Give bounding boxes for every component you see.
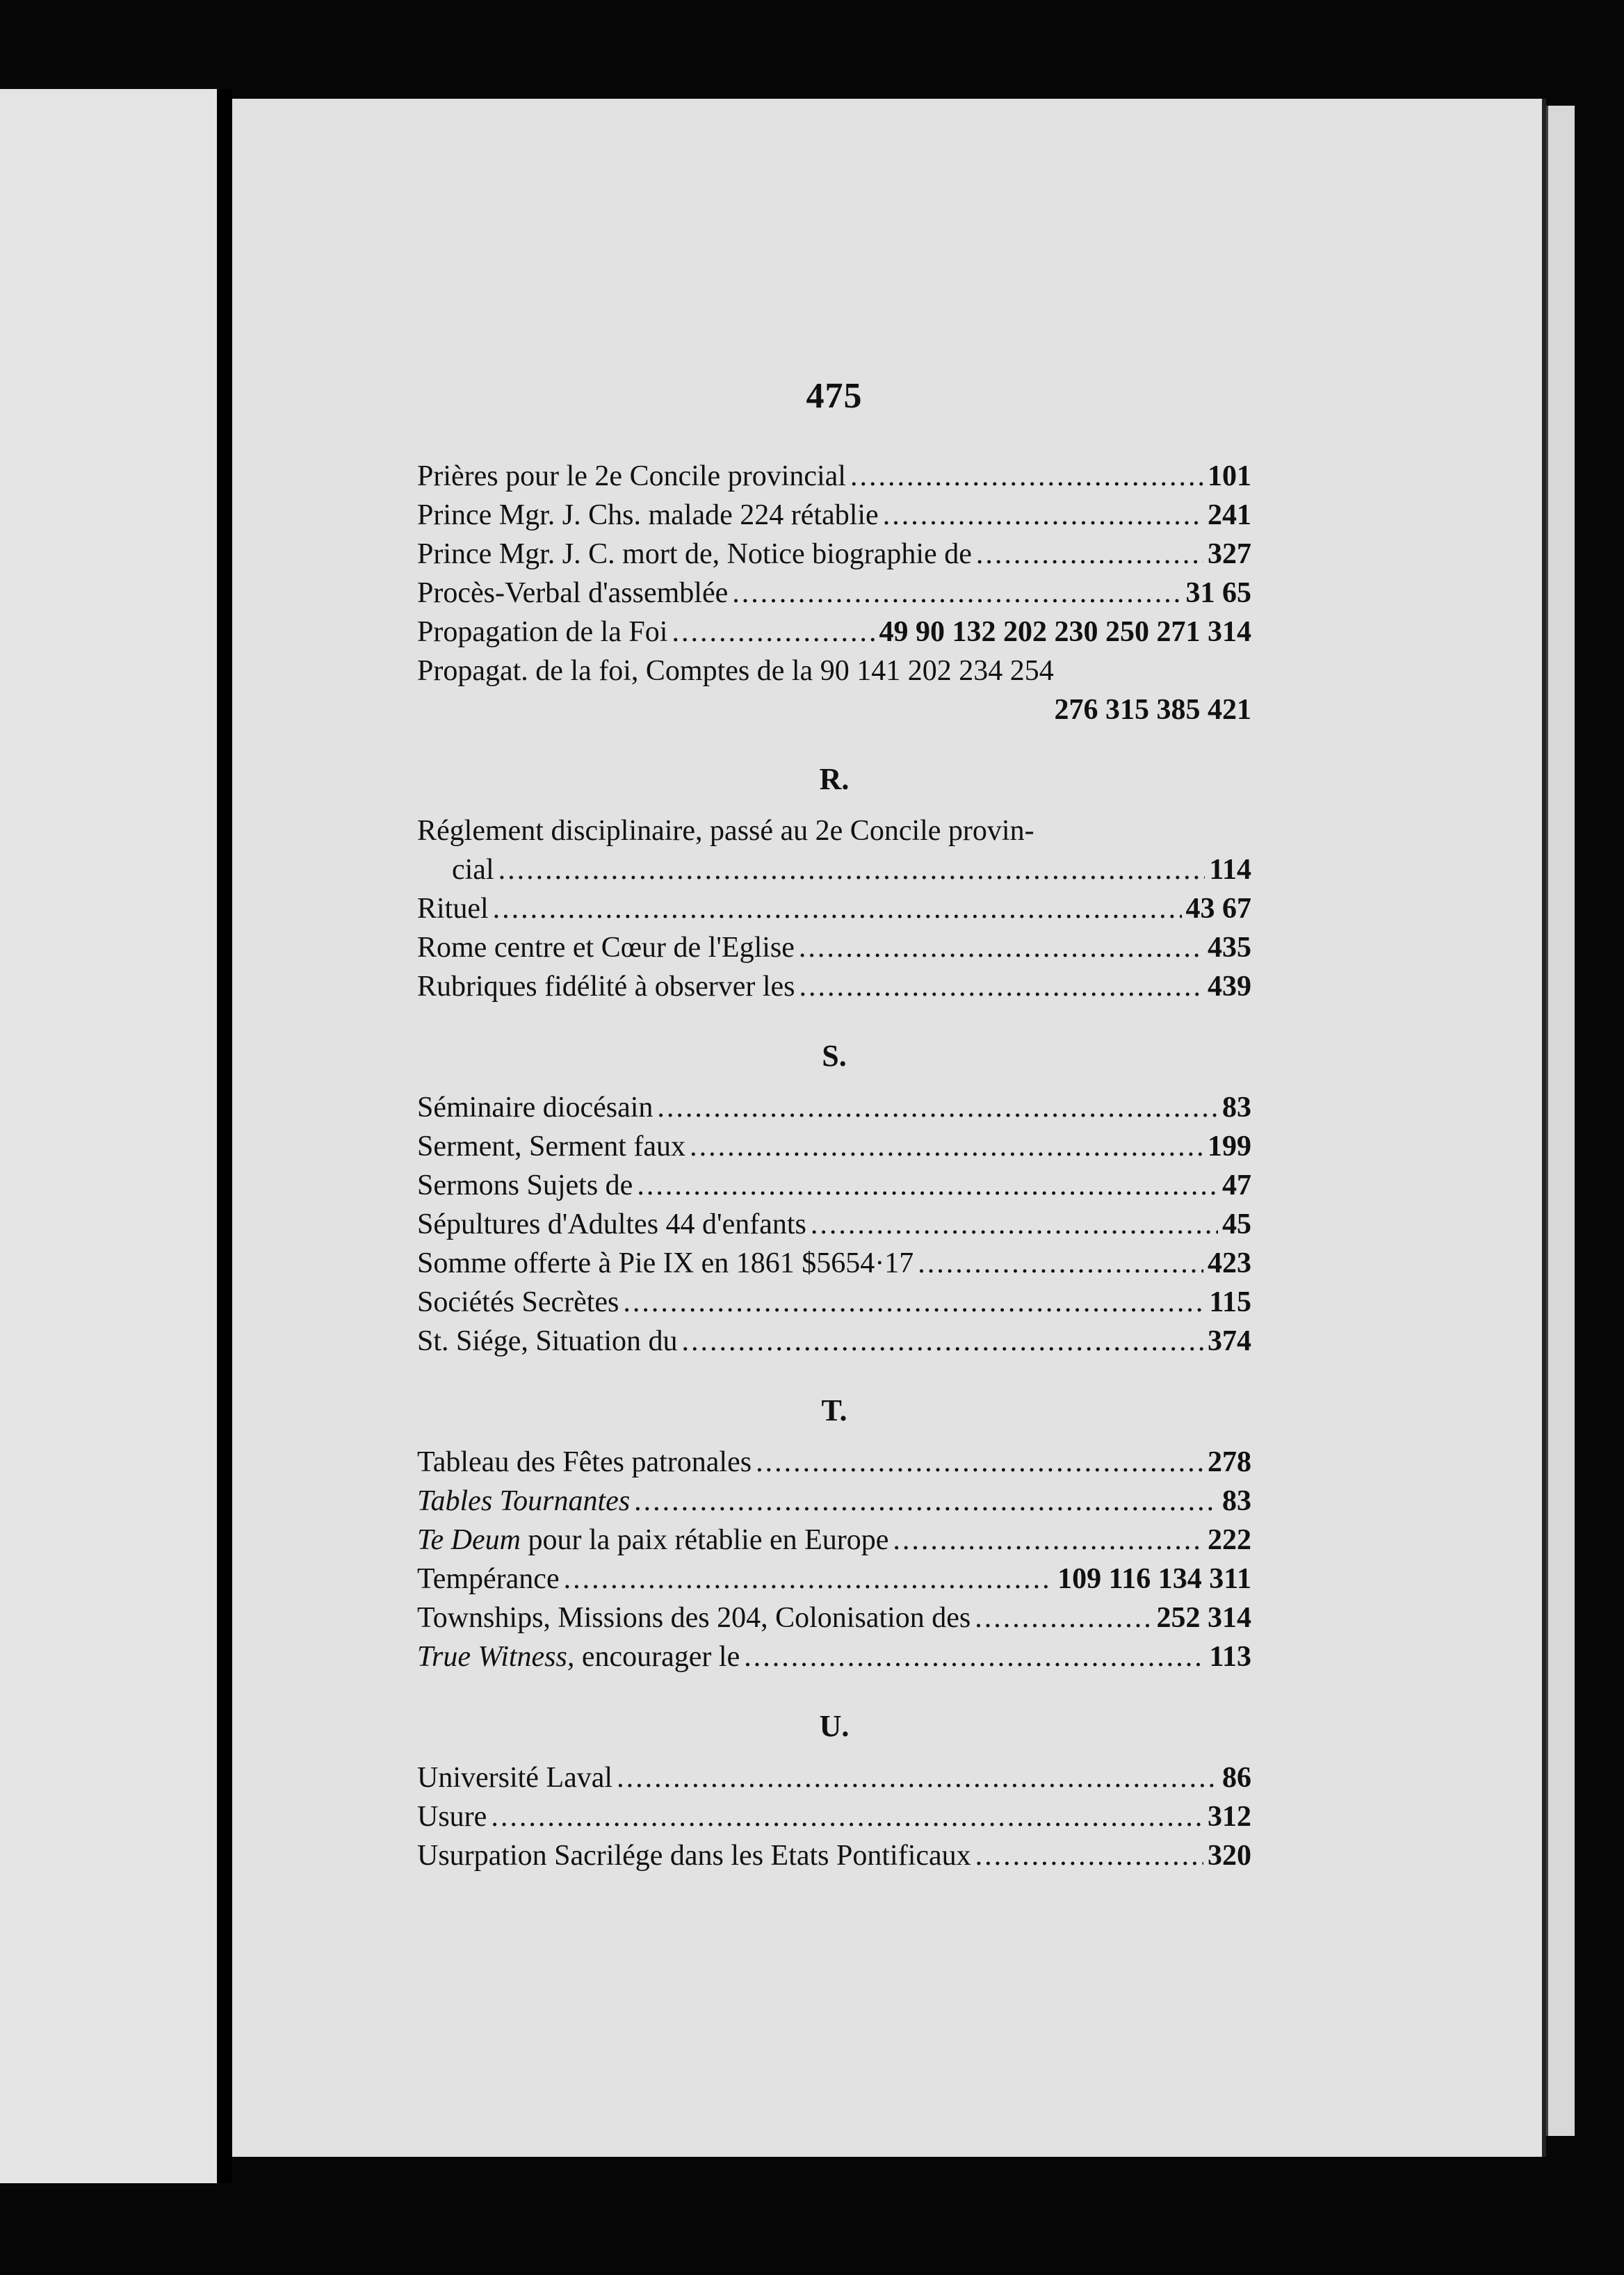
index-entry: Tableau des Fêtes patronales ..... 278 bbox=[417, 1443, 1251, 1482]
index-entry: Rome centre et Cœur de l'Eglise ..... 435 bbox=[417, 928, 1251, 967]
index-entry: Rubriques fidélité à observer les ..... 439 bbox=[417, 967, 1251, 1006]
section-letter-u: U. bbox=[819, 1709, 850, 1743]
index-entry-propagat: Propagat. de la foi, Comptes de la 90 141 202 234 254 bbox=[417, 655, 1054, 687]
index-entry: Tempérance ..... 109 116 134 311 bbox=[417, 1560, 1251, 1598]
index-content bbox=[417, 362, 1251, 1875]
book-gutter bbox=[217, 89, 232, 2183]
index-entry: Prières pour le 2e Concile provincial ..... 101 bbox=[417, 457, 1251, 496]
index-entry: Procès-Verbal d'assemblée ..... 31 65 bbox=[417, 574, 1251, 613]
index-entry: Université Laval ..... 86 bbox=[417, 1758, 1251, 1797]
index-entry: Prince Mgr. J. C. mort de, Notice biographie de ..... 327 bbox=[417, 535, 1251, 574]
index-entry: Townships, Missions des 204, Colonisation des ..... 252 314 bbox=[417, 1598, 1251, 1637]
index-entry: Prince Mgr. J. Chs. malade 224 rétablie ..... 241 bbox=[417, 496, 1251, 535]
index-entry: St. Siége, Situation du ..... 374 bbox=[417, 1322, 1251, 1361]
page-edge bbox=[1546, 106, 1575, 2136]
index-entry: Somme offerte à Pie IX en 1861 $5654·17 ..... 423 bbox=[417, 1244, 1251, 1283]
index-entry: Usurpation Sacrilége dans les Etats Pontificaux ..... 320 bbox=[417, 1836, 1251, 1875]
index-entry: Sermons Sujets de ..... 47 bbox=[417, 1166, 1251, 1205]
index-entry: Rituel ..... 43 67 bbox=[417, 889, 1251, 928]
index-entry: Serment, Serment faux ..... 199 bbox=[417, 1127, 1251, 1166]
index-entry-pages: 276 315 385 421 bbox=[1054, 694, 1251, 726]
section-letter-r: R. bbox=[819, 762, 850, 796]
index-entry: Usure ..... 312 bbox=[417, 1797, 1251, 1836]
left-page bbox=[0, 89, 217, 2183]
index-entry: True Witness, encourager le ..... 113 bbox=[417, 1637, 1251, 1676]
section-letter-s: S. bbox=[822, 1039, 847, 1073]
section-letter-t: T. bbox=[821, 1393, 847, 1427]
index-entry: Tables Tournantes ..... 83 bbox=[417, 1482, 1251, 1521]
index-entry: Sépultures d'Adultes 44 d'enfants ..... 45 bbox=[417, 1205, 1251, 1244]
index-entry-reglement: Réglement disciplinaire, passé au 2e Concile provin- bbox=[417, 815, 1034, 847]
index-entry: Séminaire diocésain ..... 83 bbox=[417, 1088, 1251, 1127]
index-entry: Propagation de la Foi ..... 49 90 132 202 230 250 271 314 bbox=[417, 613, 1251, 651]
index-entry: Sociétés Secrètes ..... 115 bbox=[417, 1283, 1251, 1322]
index-entry: cial ..... 114 bbox=[417, 850, 1251, 889]
index-entry: Te Deum pour la paix rétablie en Europe ..... 222 bbox=[417, 1521, 1251, 1560]
page-number: 475 bbox=[806, 376, 863, 416]
